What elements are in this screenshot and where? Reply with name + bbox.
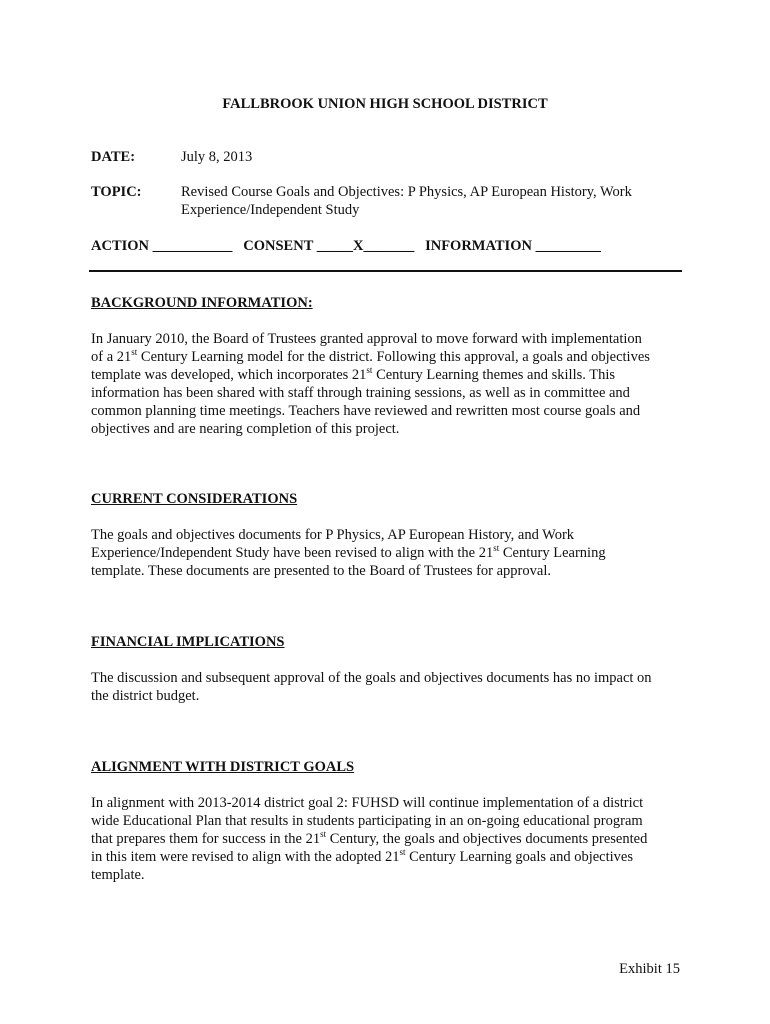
alignment-paragraph [91, 794, 686, 884]
action-consent-information-row [91, 237, 601, 255]
text-run: Century Learning themes and skills. This [372, 367, 616, 383]
background-heading: BACKGROUND INFORMATION: [91, 295, 313, 311]
topic-value [181, 183, 681, 219]
superscript: st [131, 347, 138, 358]
text-line: common planning time meetings. Teachers have reviewed and rewritten most course goals and [91, 403, 641, 419]
text-line: the district budget. [91, 688, 200, 704]
text-line: In alignment with 2013-2014 district goal 2: FUHSD will continue implementation of a district [91, 795, 644, 811]
text-line: objectives and are nearing completion of this project. [91, 421, 400, 437]
text-run: in this item were revised to align with the adopted 21 [91, 849, 400, 865]
superscript: st [399, 847, 406, 858]
text-run: Century Learning model for the district. Following this approval, a goals and objectives [137, 349, 650, 365]
date-value: July 8, 2013 [181, 149, 253, 165]
current-considerations-heading: CURRENT CONSIDERATIONS [91, 491, 298, 507]
text-line [91, 366, 686, 384]
text-line [91, 830, 686, 848]
action-field: ACTION ___________ [91, 238, 233, 254]
text-line: The goals and objectives documents for P Physics, AP European History, and Work [91, 527, 575, 543]
text-run: Experience/Independent Study have been revised to align with the 21 [91, 545, 494, 561]
alignment-heading: ALIGNMENT WITH DISTRICT GOALS [91, 759, 355, 775]
text-run: Century Learning goals and objectives [405, 849, 633, 865]
page-title: FALLBROOK UNION HIGH SCHOOL DISTRICT [222, 96, 548, 112]
text-line [91, 848, 686, 866]
financial-implications-heading: FINANCIAL IMPLICATIONS [91, 634, 285, 650]
exhibit-label: Exhibit 15 [619, 961, 680, 977]
text-run: template was developed, which incorporates 21 [91, 367, 367, 383]
text-run: of a 21 [91, 349, 132, 365]
text-run: that prepares them for success in the 21 [91, 831, 321, 847]
information-field: INFORMATION _________ [425, 238, 601, 254]
topic-line: Experience/Independent Study [181, 202, 360, 218]
topic-label: TOPIC: [91, 184, 142, 200]
superscript: st [320, 829, 327, 840]
horizontal-divider [89, 270, 682, 272]
text-line [91, 544, 686, 562]
topic-line: Revised Course Goals and Objectives: P Physics, AP European History, Work [181, 184, 632, 200]
consent-field: CONSENT _____X_______ [243, 238, 415, 254]
text-line [91, 348, 686, 366]
background-paragraph [91, 330, 686, 438]
superscript: st [366, 365, 373, 376]
text-line: information has been shared with staff through training sessions, as well as in committee and [91, 385, 630, 401]
text-line: template. [91, 867, 145, 883]
text-line: template. These documents are presented to the Board of Trustees for approval. [91, 563, 551, 579]
financial-implications-paragraph [91, 669, 686, 705]
current-considerations-paragraph [91, 526, 686, 580]
text-run: Century Learning [499, 545, 606, 561]
text-line: The discussion and subsequent approval of the goals and objectives documents has no impact on [91, 670, 652, 686]
text-line: In January 2010, the Board of Trustees granted approval to move forward with implementation [91, 331, 642, 347]
text-run: Century, the goals and objectives documents presented [326, 831, 648, 847]
text-line: wide Educational Plan that results in students participating in an on-going educational program [91, 813, 643, 829]
superscript: st [493, 543, 500, 554]
date-label: DATE: [91, 149, 136, 165]
